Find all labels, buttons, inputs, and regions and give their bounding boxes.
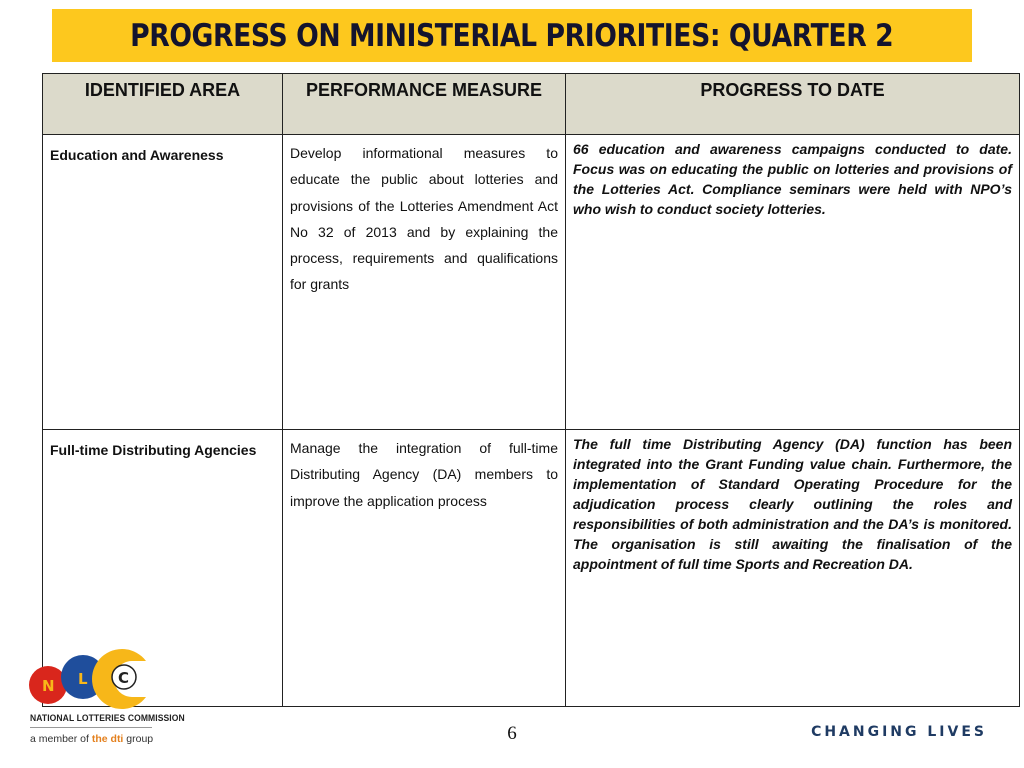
logo-letter-c: C xyxy=(118,669,130,687)
column-header-performance-measure: PERFORMANCE MEASURE xyxy=(283,74,566,135)
table-row xyxy=(43,430,1020,707)
identified-area-cell: Education and Awareness xyxy=(43,135,283,430)
column-header-progress-to-date: PROGRESS TO DATE xyxy=(566,74,1020,135)
logo-letter-n: N xyxy=(42,677,55,695)
progress-cell: The full time Distributing Agency (DA) function has been integrated into the Grant Funding value chain. Furthermore, the implementation of Standard Operating Procedure for the adjudication process clearly outlining the roles and responsibilities of both administration and the DA’s is monitored. The organisation is still awaiting the finalisation of the appointment of full time Sports and Recreation DA. xyxy=(566,430,1020,707)
title-banner xyxy=(52,9,972,62)
page-number: 6 xyxy=(507,723,517,744)
table-row xyxy=(43,135,1020,430)
slogan: CHANGING LIVES xyxy=(811,724,987,740)
logo-organisation-name: NATIONAL LOTTERIES COMMISSION xyxy=(30,713,185,724)
priorities-table xyxy=(42,73,1020,707)
column-header-identified-area: IDENTIFIED AREA xyxy=(43,74,283,135)
page-title: PROGRESS ON MINISTERIAL PRIORITIES: QUARTER 2 xyxy=(130,17,894,54)
logo-tagline-brand: the dti xyxy=(91,733,124,745)
table-header-row xyxy=(43,74,1020,135)
performance-measure-cell: Develop informational measures to educate the public about lotteries and provisions of the Lotteries Amendment Act No 32 of 2013 and by explaining the process, requirements and qualifications for grants xyxy=(283,135,566,430)
logo-letter-l: L xyxy=(78,670,88,688)
logo-tagline-prefix: a member of xyxy=(30,733,92,745)
logo-tagline-suffix: group xyxy=(123,733,154,745)
identified-area-cell: Full-time Distributing Agencies xyxy=(43,430,283,707)
performance-measure-cell: Manage the integration of full-time Distributing Agency (DA) members to improve the application process xyxy=(283,430,566,707)
progress-cell: 66 education and awareness campaigns conducted to date. Focus was on educating the public on lotteries and provisions of the Lotteries Act. Compliance seminars were held with NPO’s who wish to conduct society lotteries. xyxy=(566,135,1020,430)
